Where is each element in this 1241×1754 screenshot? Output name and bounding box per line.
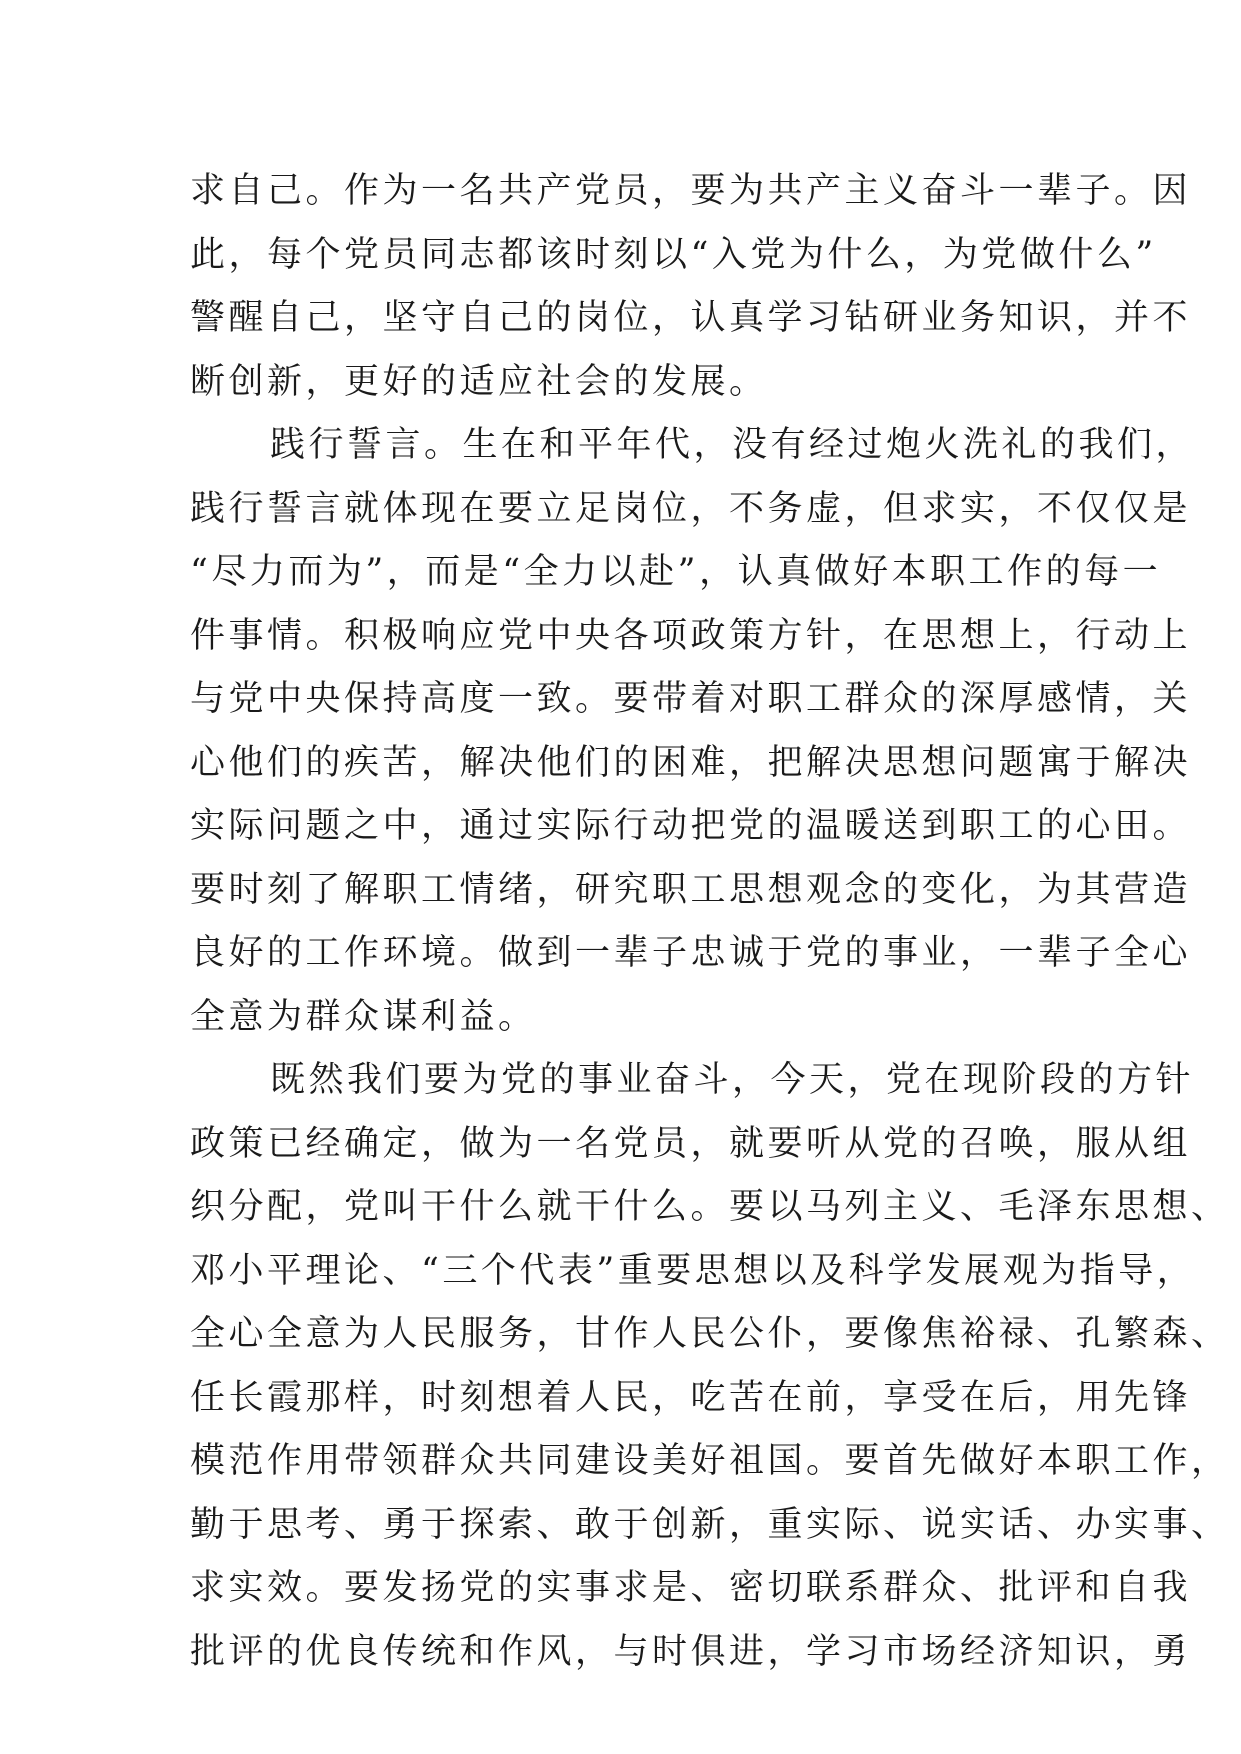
- text-line: 心他们的疾苦，解决他们的困难，把解决思想问题寓于解决: [190, 742, 1192, 783]
- text-line: 断创新，更好的适应社会的发展。: [190, 361, 768, 402]
- text-line: 任长霞那样，时刻想着人民，吃苦在前，享受在后，用先锋: [190, 1377, 1192, 1418]
- text-line: 要时刻了解职工情绪，研究职工思想观念的变化，为其营造: [190, 869, 1192, 910]
- text-line: 勤于思考、勇于探索、敢于创新，重实际、说实话、办实事、: [190, 1504, 1230, 1545]
- text-line: 既然我们要为党的事业奋斗，今天，党在现阶段的方针: [270, 1060, 1195, 1100]
- document-body: [190, 160, 1230, 1684]
- text-line: 全意为群众谋利益。: [190, 996, 537, 1037]
- text-line: 邓小平理论、“三个代表”重要思想以及科学发展观为指导，: [190, 1250, 1196, 1291]
- text-line: “尽力而为”，而是“全力以赴”，认真做好本职工作的每一: [190, 552, 1162, 592]
- text-line: 件事情。积极响应党中央各项政策方针，在思想上，行动上: [190, 615, 1192, 656]
- paragraph-3: [190, 1049, 1230, 1684]
- text-line: 织分配，党叫干什么就干什么。要以马列主义、毛泽东思想、: [190, 1187, 1230, 1227]
- paragraph-1: [190, 160, 1192, 414]
- paragraph-2: [190, 414, 1195, 1049]
- text-line: 政策已经确定，做为一名党员，就要听从党的召唤，服从组: [190, 1123, 1192, 1164]
- text-line: 警醒自己，坚守自己的岗位，认真学习钻研业务知识，并不: [190, 298, 1192, 338]
- text-line: 模范作用带领群众共同建设美好祖国。要首先做好本职工作，: [190, 1441, 1230, 1481]
- text-line: 良好的工作环境。做到一辈子忠诚于党的事业，一辈子全心: [190, 933, 1192, 973]
- text-line: 与党中央保持高度一致。要带着对职工群众的深厚感情，关: [190, 679, 1192, 719]
- text-line: 全心全意为人民服务，甘作人民公仆，要像焦裕禄、孔繁森、: [190, 1314, 1230, 1354]
- text-line: 践行誓言。生在和平年代，没有经过炮火洗礼的我们，: [270, 425, 1195, 465]
- text-line: 求自己。作为一名共产党员，要为共产主义奋斗一辈子。因: [190, 171, 1192, 211]
- text-line: 践行誓言就体现在要立足岗位，不务虚，但求实，不仅仅是: [190, 488, 1192, 529]
- text-line: 求实效。要发扬党的实事求是、密切联系群众、批评和自我: [190, 1568, 1192, 1608]
- text-line: 批评的优良传统和作风，与时俱进，学习市场经济知识，勇: [190, 1631, 1192, 1672]
- text-line: 此，每个党员同志都该时刻以“入党为什么，为党做什么”: [190, 234, 1157, 275]
- text-line: 实际问题之中，通过实际行动把党的温暖送到职工的心田。: [190, 806, 1192, 846]
